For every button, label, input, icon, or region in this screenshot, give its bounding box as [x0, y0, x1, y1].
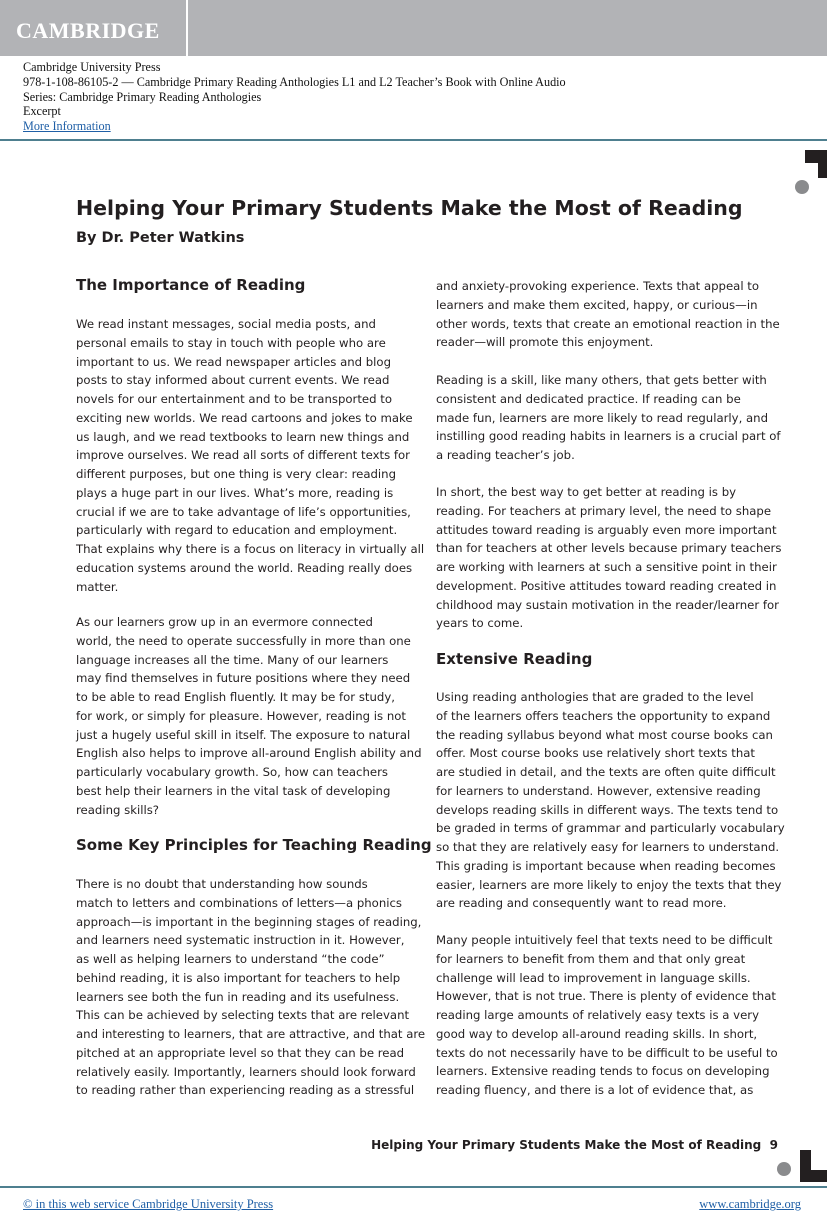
text-line: That explains why there is a focus on literacy in virtually all — [76, 542, 425, 556]
cambridge-site-link[interactable]: www.cambridge.org — [699, 1197, 801, 1211]
text-line: of the learners offers teachers the opportunity to expand — [436, 708, 771, 723]
page-dot-marker-bottom — [777, 1162, 791, 1176]
text-line: made fun, learners are more likely to read regularly, and — [436, 410, 769, 425]
isbn-title-line: 978-1-108-86105-2 — Cambridge Primary Reading Anthologies L1 and L2 Teacher’s Book with Online Audio — [23, 74, 566, 89]
text-line: learners see both the fun in reading and its usefulness. — [76, 989, 400, 1004]
text-line: best help their learners in the vital task of developing — [76, 783, 391, 798]
text-line: language increases all the time. Many of our learners — [76, 652, 389, 667]
paragraph — [436, 483, 781, 633]
text-line: different purposes, but one thing is very clear: reading — [76, 467, 396, 481]
text-line: Many people intuitively feel that texts need to be difficult — [436, 933, 773, 947]
text-line: reading skills? — [76, 802, 159, 817]
book-metadata — [23, 60, 803, 134]
logo-box — [0, 0, 188, 56]
excerpt-line: Excerpt — [23, 104, 61, 119]
text-line: for learners to understand. However, extensive reading — [436, 783, 761, 798]
text-line: However, that is not true. There is plenty of evidence that — [436, 989, 776, 1004]
text-line: to be able to read English fluently. It may be for study, — [76, 690, 395, 704]
text-line: education systems around the world. Reading really does — [76, 560, 413, 575]
article-title: Helping Your Primary Students Make the Most of Reading — [76, 196, 743, 220]
text-line: reading fluency, and there is a lot of evidence that, as — [436, 1083, 754, 1097]
series-line: Series: Cambridge Primary Reading Anthologies — [23, 89, 262, 104]
section-heading-importance: The Importance of Reading — [76, 276, 306, 294]
text-line: This can be achieved by selecting texts that are relevant — [76, 1008, 410, 1023]
paragraph — [76, 875, 425, 1100]
corner-tab-mark-bottom — [800, 1150, 827, 1182]
text-line: attitudes toward reading is arguably even more important — [436, 522, 777, 537]
text-line: are studied in detail, and the texts are often quite difficult — [436, 765, 776, 779]
cambridge-logo: CAMBRIDGE — [16, 18, 160, 43]
publisher-line: Cambridge University Press — [23, 60, 161, 74]
text-line: consistent and dedicated practice. If reading can be — [436, 391, 741, 406]
text-line: relatively easily. Importantly, learners should look forward — [76, 1064, 416, 1079]
text-line: development. Positive attitudes toward reading created in — [436, 578, 777, 593]
text-line: There is no doubt that understanding how sounds — [76, 877, 368, 891]
text-line: reading. For teachers at primary level, the need to shape — [436, 503, 772, 518]
section-heading-extensive: Extensive Reading — [436, 650, 593, 668]
text-line: reader—will promote this enjoyment. — [436, 335, 654, 350]
text-line: to reading rather than experiencing reading as a stressful — [76, 1083, 415, 1098]
text-line: the reading syllabus beyond what most course books can — [436, 727, 773, 742]
running-footer — [300, 1138, 778, 1152]
header-rule — [0, 139, 827, 141]
paragraph — [76, 613, 422, 819]
text-line: world, the need to operate successfully in more than one — [76, 633, 411, 648]
running-title: Helping Your Primary Students Make the Most of Reading — [371, 1138, 762, 1152]
text-line: pitched at an appropriate level so that they can be read — [76, 1045, 405, 1060]
text-line: texts do not necessarily have to be difficult to be useful to — [436, 1045, 778, 1060]
text-line: crucial if we are to take advantage of life’s opportunities, — [76, 504, 411, 519]
text-line: posts to stay informed about current events. We read — [76, 373, 390, 388]
text-line: and anxiety-provoking experience. Texts that appeal to — [436, 279, 760, 293]
page-number: 9 — [769, 1138, 778, 1152]
text-line: are reading and consequently want to read more. — [436, 896, 727, 911]
text-line: reading large amounts of relatively easy texts is a very — [436, 1008, 759, 1022]
text-line: matter. — [76, 579, 119, 594]
text-line: novels for our entertainment and to be transported to — [76, 392, 392, 406]
section-heading-principles: Some Key Principles for Teaching Reading — [76, 836, 432, 854]
text-line: and learners need systematic instruction in it. However, — [76, 933, 405, 948]
text-line: and interesting to learners, that are attractive, and that are — [76, 1027, 426, 1041]
paragraph — [436, 371, 781, 465]
text-line: instilling good reading habits in learners is a crucial part of — [436, 429, 781, 444]
text-line: are working with learners at such a sensitive point in their — [436, 560, 777, 574]
text-line: good way to develop all-around reading skills. In short, — [436, 1026, 758, 1041]
text-line: approach—is important in the beginning stages of reading, — [76, 914, 422, 929]
text-line: plays a huge part in our lives. What’s more, reading is — [76, 485, 394, 500]
text-line: Using reading anthologies that are graded to the level — [436, 690, 754, 704]
text-line: so that they are relatively easy for learners to understand. — [436, 840, 780, 854]
text-line: behind reading, it is also important for teachers to help — [76, 970, 401, 985]
more-information-link[interactable]: More Information — [23, 119, 111, 134]
text-line: easier, learners are more likely to enjoy the texts that they — [436, 877, 782, 892]
text-line: childhood may sustain motivation in the reader/learner for — [436, 597, 779, 612]
text-line: than for teachers at other levels because primary teachers — [436, 541, 782, 556]
text-line: In short, the best way to get better at reading is by — [436, 485, 737, 499]
text-line: as well as helping learners to understand “the code” — [76, 952, 385, 966]
text-line: just a hugely useful skill in itself. The exposure to natural — [76, 727, 411, 742]
text-line: We read instant messages, social media posts, and — [76, 317, 376, 331]
paragraph — [76, 315, 424, 596]
text-line: years to come. — [436, 616, 524, 631]
text-line: match to letters and combinations of letters—a phonics — [76, 895, 403, 910]
text-line: us laugh, and we read textbooks to learn new things and — [76, 429, 410, 444]
text-line: challenge will lead to improvement in language skills. — [436, 970, 751, 985]
text-line: develops reading skills in different ways. The texts tend to — [436, 802, 779, 817]
text-line: a reading teacher’s job. — [436, 448, 575, 462]
text-line: This grading is important because when reading becomes — [436, 858, 776, 873]
text-line: particularly vocabulary growth. So, how can teachers — [76, 765, 388, 779]
text-line: improve ourselves. We read all sorts of different texts for — [76, 448, 410, 463]
page-dot-marker — [795, 180, 809, 194]
text-line: particularly with regard to education and employment. — [76, 523, 398, 538]
text-line: for work, or simply for pleasure. However, reading is not — [76, 708, 406, 723]
paragraph — [436, 931, 778, 1100]
text-line: personal emails to stay in touch with people who are — [76, 335, 386, 350]
footer-rule — [0, 1186, 827, 1188]
text-line: exciting new worlds. We read cartoons and jokes to make — [76, 410, 413, 425]
text-line: As our learners grow up in an evermore connected — [76, 615, 373, 629]
article-author: By Dr. Peter Watkins — [76, 230, 245, 246]
copyright-link[interactable]: © in this web service Cambridge University Press — [23, 1197, 274, 1211]
text-line: for learners to benefit from them and that only great — [436, 951, 746, 966]
text-line: Reading is a skill, like many others, that gets better with — [436, 373, 767, 387]
text-line: may find themselves in future positions where they need — [76, 671, 411, 686]
text-line: important to us. We read newspaper articles and blog — [76, 354, 392, 369]
text-line: English also helps to improve all-around English ability and — [76, 746, 422, 761]
header-bar — [0, 0, 827, 56]
text-line: offer. Most course books use relatively short texts that — [436, 746, 755, 761]
paragraph — [436, 277, 780, 352]
text-line: learners and make them excited, happy, or curious—in — [436, 297, 758, 312]
paragraph — [436, 688, 785, 913]
text-line: be graded in terms of grammar and particularly vocabulary — [436, 821, 785, 836]
corner-tab-mark — [805, 150, 827, 178]
text-line: learners. Extensive reading tends to focus on developing — [436, 1064, 770, 1079]
text-line: other words, texts that create an emotional reaction in the — [436, 316, 780, 331]
